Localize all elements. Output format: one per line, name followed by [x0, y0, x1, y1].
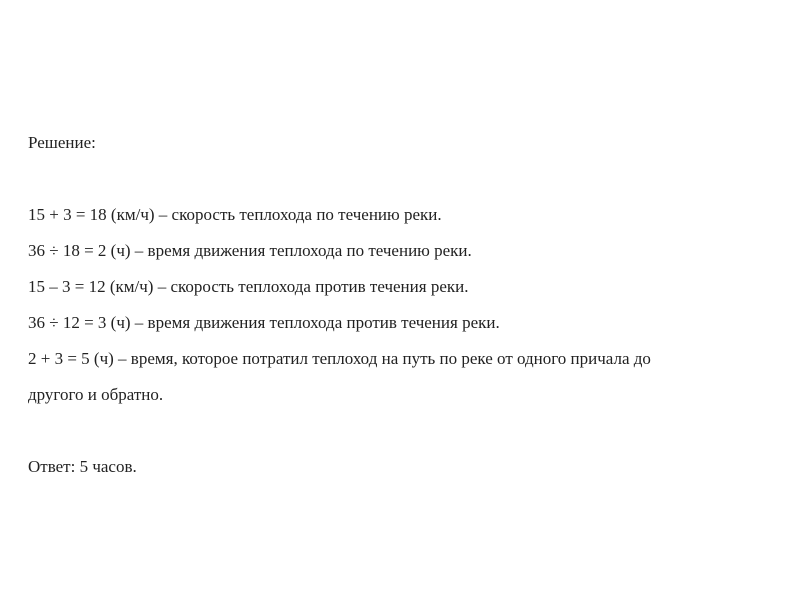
solution-step-3: 15 – 3 = 12 (км/ч) – скорость теплохода против течения реки. — [28, 277, 469, 296]
solution-step-2: 36 ÷ 18 = 2 (ч) – время движения теплохода по течению реки. — [28, 241, 472, 260]
solution-heading: Решение: — [28, 133, 96, 152]
answer-line: Ответ: 5 часов. — [28, 457, 137, 476]
solution-step-5: 2 + 3 = 5 (ч) – время, которое потратил теплоход на путь по реке от одного причала до — [28, 349, 651, 368]
solution-step-1: 15 + 3 = 18 (км/ч) – скорость теплохода по течению реки. — [28, 205, 442, 224]
solution-step-4: 36 ÷ 12 = 3 (ч) – время движения теплохода против течения реки. — [28, 313, 500, 332]
solution-step-5-continuation: другого и обратно. — [28, 385, 164, 404]
